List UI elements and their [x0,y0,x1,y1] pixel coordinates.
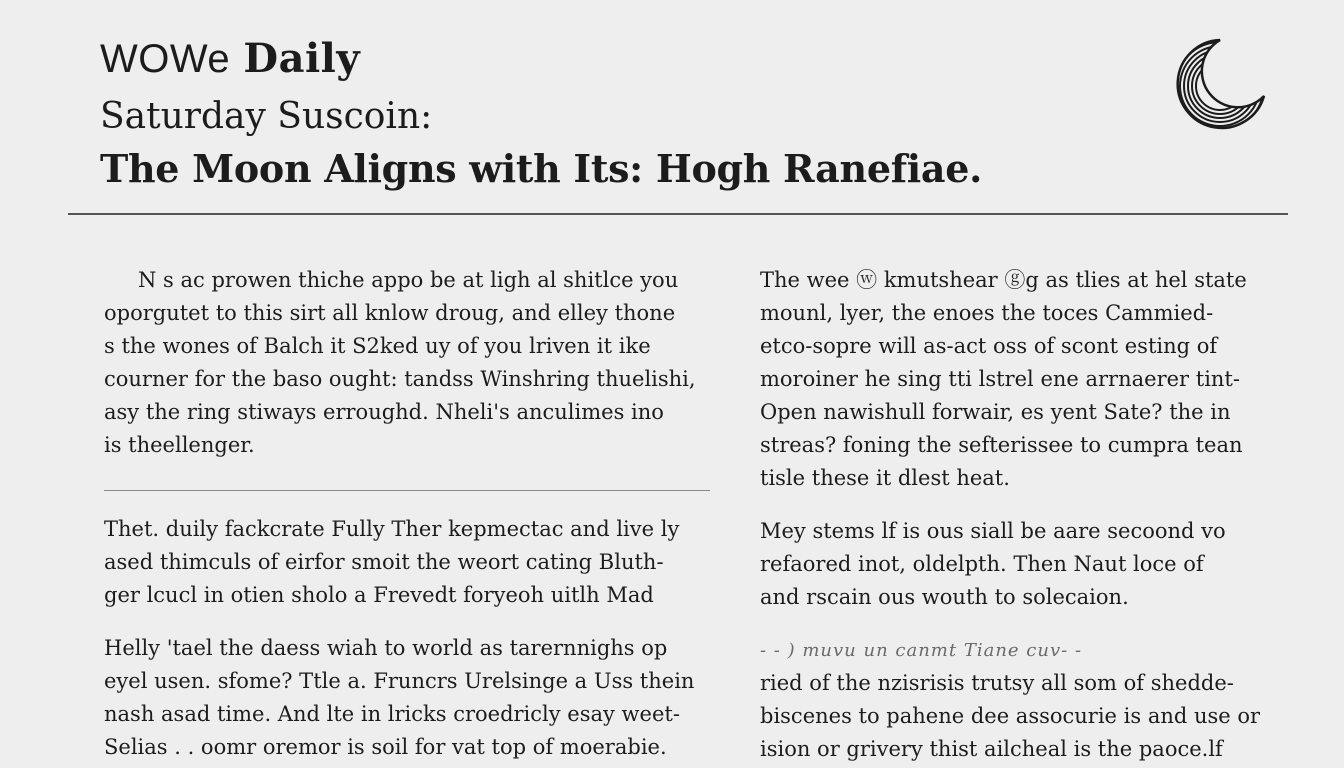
crescent-moon-icon [1172,36,1268,132]
right-paragraph-3 [760,634,1260,766]
text-line: mounl, lyer, the enoes the toces Cammied- [760,301,1214,325]
text-line: s the wones of Balch it S2ked uy of you lriven it ike [104,334,651,358]
text-line: Mey stems lf is ous siall be aare secoond vo [760,519,1226,543]
text-line: The wee ⓦ kmutshear ⓖg as tlies at hel state [760,268,1247,292]
text-line: moroiner he sing tti lstrel ene arrnaerer tint- [760,367,1240,391]
right-paragraph-1 [760,264,1260,495]
text-line: streas? foning the sefterissee to cumpra tean [760,433,1243,457]
text-line: eyel usen. sfome? Ttle a. Fruncrs Urelsinge a Uss thein [104,669,695,693]
text-line: is theellenger. [104,433,255,457]
text-line: biscenes to pahene dee assocurie is and use or [760,704,1260,728]
left-paragraph-3 [104,632,724,764]
section-divider [104,490,710,491]
text-line: nash asad time. And lte in lricks croedricly esay weet- [104,702,680,726]
text-line: courner for the baso ought: tandss Winshring thuelishi, [104,367,696,391]
text-line: ried of the nzisrisis trutsy all som of shedde- [760,671,1234,695]
left-paragraph-2 [104,513,724,612]
text-line: refaored inot, oldelpth. Then Naut loce of [760,552,1204,576]
text-line: Thet. duily fackcrate Fully Ther kepmectac and live ly [104,517,680,541]
faded-text-line: - - ) muvu un canmt Tiane cuv- - [760,640,1083,661]
headline: The Moon Aligns with Its: Hogh Ranefiae. [100,146,983,191]
brand-name-part2: Daily [243,35,361,82]
text-line: Helly 'tael the daess wiah to world as tarernnighs op [104,636,668,660]
text-line: and rscain ous wouth to solecaion. [760,585,1129,609]
brand-title [100,30,1160,88]
subtitle: Saturday Suscoin: [100,96,433,137]
left-paragraph-1 [104,264,724,462]
text-line: asy the ring stiways erroughd. Nheli's anculimes ino [104,400,664,424]
right-column [760,264,1260,766]
masthead [100,30,1160,196]
brand-name-part1: WOWe [100,37,231,81]
text-line: tisle these it dlest heat. [760,466,1010,490]
text-line: ger lcucl in otien sholo a Frevedt foryeoh uitlh Mad [104,583,654,607]
text-line: ision or grivery thist ailcheal is the paoce.lf [760,737,1223,761]
header-divider [68,213,1288,215]
text-line: ased thimculs of eirfor smoit the weort cating Bluth- [104,550,664,574]
text-line: oporgutet to this sirt all knlow droug, and elley thone [104,301,676,325]
left-column [104,264,724,764]
text-line: etco-sopre will as-act oss of scont esting of [760,334,1218,358]
text-line: Open nawishull forwair, es yent Sate? the in [760,400,1231,424]
text-line: Selias . . oomr oremor is soil for vat top of moerabie. [104,735,667,759]
text-line: N s ac prowen thiche appo be at ligh al shitlce you [138,268,679,292]
right-paragraph-2 [760,515,1260,614]
